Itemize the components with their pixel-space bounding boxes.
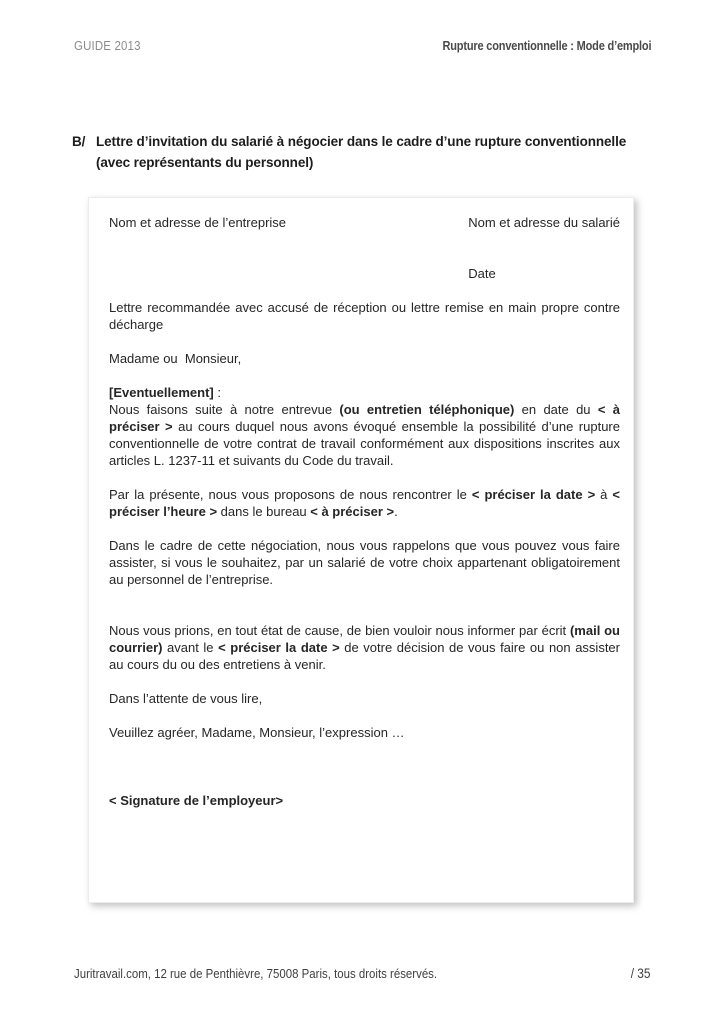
letter-paragraph: Lettre recommandée avec accusé de réception ou lettre remise en main propre contre décharge xyxy=(109,300,620,332)
footer-copyright: Juritravail.com, 12 rue de Penthièvre, 75008 Paris, tous droits réservés. xyxy=(74,966,438,981)
letter-paragraph: Nous faisons suite à notre entrevue (ou entretien téléphonique) en date du < à préciser > au cours duquel nous avons évoqué ensemble la possibilité d’une rupture conventionnelle de votre contrat de travail conformément aux dispositions inscrites aux articles L. 1237-11 et suivants du Code du travail. xyxy=(109,402,621,468)
section-label: B/ xyxy=(72,134,86,149)
section-title: Lettre d’invitation du salarié à négocier dans le cadre d’une rupture conventionnelle (avec représentants du personnel) xyxy=(96,134,627,170)
header-doc-title: Rupture conventionnelle : Mode d’emploi xyxy=(442,39,651,53)
letter-paragraph: Nous vous prions, en tout état de cause, de bien vouloir nous informer par écrit (mail ou courrier) avant le < préciser la date > de votre décision de vous faire ou non assister au cours du ou des entretiens à venir. xyxy=(109,623,620,672)
letter-paragraph: Veuillez agréer, Madame, Monsieur, l’expression … xyxy=(109,725,405,740)
letter-paragraph: Par la présente, nous vous proposons de nous rencontrer le < préciser la date > à < préciser l’heure > dans le bureau < à préciser >. xyxy=(109,487,620,519)
header-guide-label: GUIDE 2013 xyxy=(74,38,141,53)
letter-paragraph: [Eventuellement] : xyxy=(109,385,221,400)
letter-address-row xyxy=(109,214,620,282)
letter-paragraph: Madame ou Monsieur, xyxy=(109,351,242,366)
footer-page-number: / 35 xyxy=(631,966,651,981)
employee-address-label: Nom et adresse du salarié xyxy=(468,215,620,230)
letter-body xyxy=(109,299,620,809)
letter-paragraph: < Signature de l’employeur> xyxy=(109,793,284,808)
letter-paragraph: Dans l’attente de vous lire, xyxy=(109,691,263,706)
letter-template-box xyxy=(88,197,634,903)
company-address-label: Nom et adresse de l’entreprise xyxy=(109,215,287,230)
page-header xyxy=(74,38,651,53)
page-footer xyxy=(74,966,651,981)
section-heading xyxy=(72,131,636,173)
letter-paragraph: Dans le cadre de cette négociation, nous vous rappelons que vous pouvez vous faire assister, si vous le souhaitez, par un salarié de votre choix appartenant obligatoirement au personnel de l’entreprise. xyxy=(109,538,620,587)
date-label: Date xyxy=(468,266,496,281)
employee-address-block xyxy=(468,214,620,282)
